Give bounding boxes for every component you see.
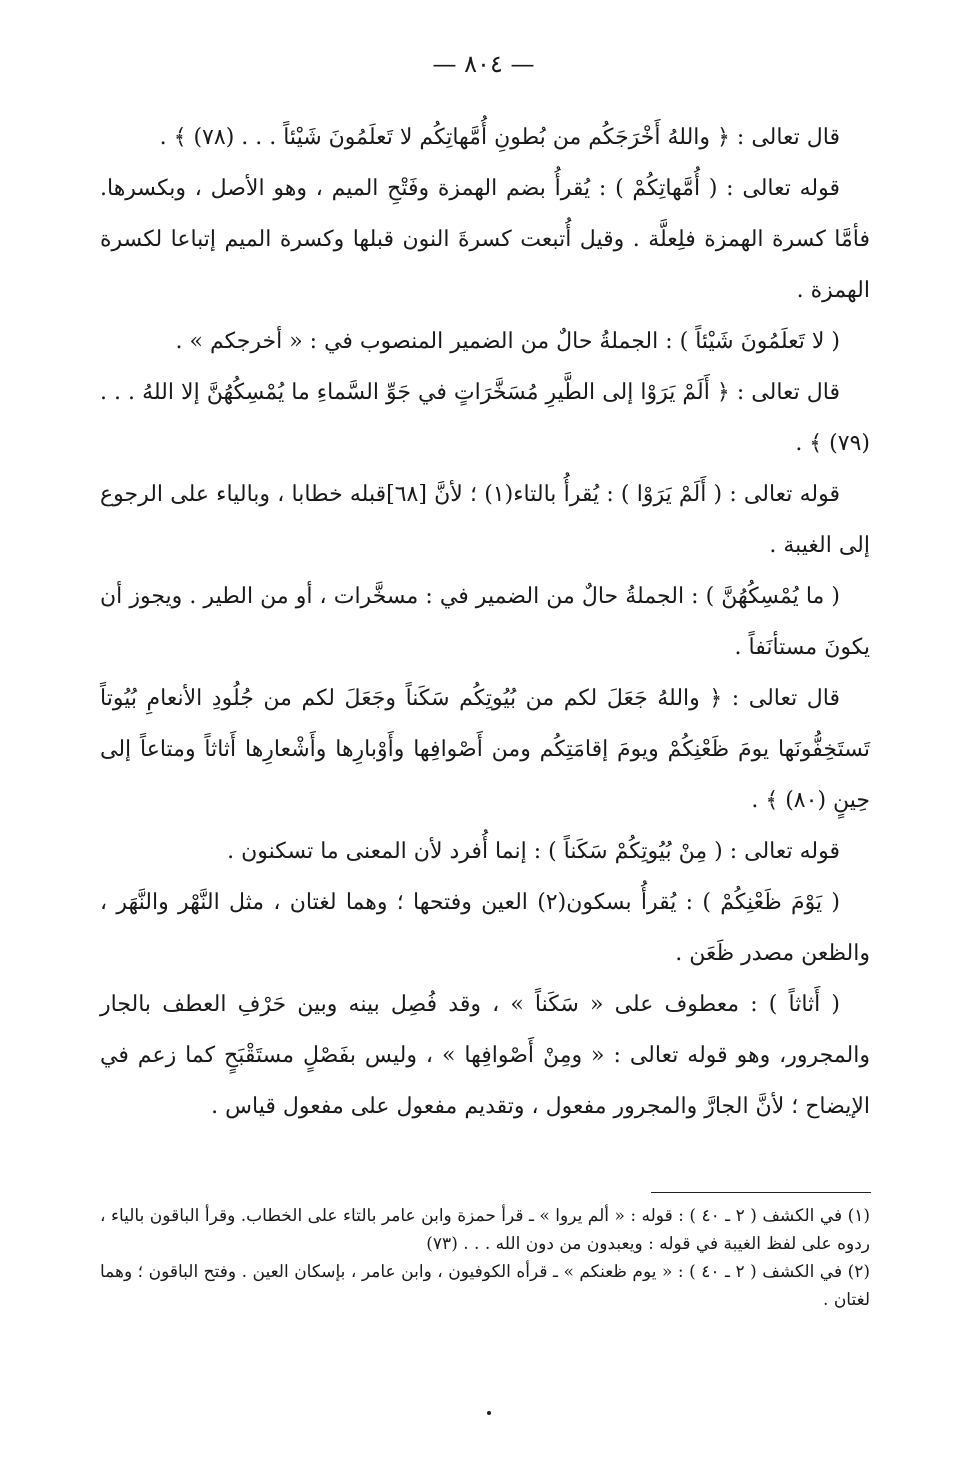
paragraph: قوله تعالى : ( أَلَمْ يَرَوْا ) : يُقرأُ بالتاء(١) ؛ لأنَّ [٦٨]قبله خطابا ، وبالياء على الرجوع إلى الغيبة .	[100, 482, 870, 558]
paragraph: قال تعالى : ﴿ أَلَمْ يَرَوْا إلى الطَّيرِ مُسَخَّرَاتٍ في جَوِّ السَّماءِ ما يُمْسِكُهُنَّ إلا اللهُ . . . (٧٩) ﴾ .	[100, 380, 870, 456]
paragraph: ( أَثاثاً ) : معطوف على « سَكَناً » ، وقد فُصِل بينه وبين حَرْفِ العطف بالجار والمجرور، وهو قوله تعالى : « ومِنْ أَصْوافِها » ، وليس بفَصْلٍ مستَقْبَحٍ كما زعم في الإيضاح ؛ لأنَّ الجارَّ والمجرور مفعول ، وتقديم مفعول على مفعول قياس .	[100, 992, 870, 1119]
footnote: (١) في الكشف ( ٢ ـ ٤٠ ) : قوله : « ألم يروا » ـ قرأ حمزة وابن عامر بالتاء على الخطاب. وقرأ الباقون بالياء ، ردوه على لفظ الغيبة في قوله : ويعبدون من دون الله . . . (٧٣)	[100, 1206, 870, 1254]
paragraph: ( يَوْمَ ظَعْنِكُمْ ) : يُقرأُ بسكون(٢) العين وفتحها ؛ وهما لغتان ، مثل النَّهْر والنَّهَر ، والظعن مصدر ظَعَن .	[100, 890, 870, 966]
page-number: — ٨٠٤ —	[432, 50, 535, 78]
main-text	[100, 112, 870, 1132]
paragraph: قوله تعالى : ( مِنْ بُيُوتِكُمْ سَكَناً ) : إنما أُفرد لأن المعنى ما تسكنون .	[227, 839, 840, 864]
paragraph: قال تعالى : ﴿ واللهُ جَعَلَ لكم من بُيُوتِكُم سَكَناً وجَعَلَ لكم من جُلُودِ الأنعامِ بُيُوتاً تَستَخِفُّونَها يومَ ظَعْنِكُمْ ويومَ إقامَتِكُم ومن أَصْوافِها وأَوْبارِها وأَشْعارِها أَثاثاً ومتاعاً إلى حِينٍ (٨٠) ﴾ .	[100, 686, 870, 813]
page-mark-dot	[487, 1411, 491, 1415]
paragraph: ( ما يُمْسِكُهُنَّ ) : الجملةُ حالٌ من الضمير في : مسخَّرات ، أو من الطير . ويجوز أن يكونَ مستأنَفاً .	[100, 584, 870, 660]
paragraph: قوله تعالى : ( أُمَّهاتِكُمْ ) : يُقرأُ بضم الهمزة وفَتْحِ الميم ، وهو الأصل ، وبكسرها. فأمَّا كسرة الهمزة فلِعلَّة . وقيل أُتبعت كسرةَ النون قبلها وكسرة الميم إتباعا لكسرة الهمزة .	[100, 176, 870, 303]
footnote: (٢) في الكشف ( ٢ ـ ٤٠ ) : « يوم ظعنكم » ـ قرأه الكوفيون ، وابن عامر ، بإسكان العين . وفتح الباقون ؛ وهما لغتان .	[100, 1262, 871, 1310]
footnote-divider	[651, 1192, 871, 1193]
footnotes	[100, 1202, 870, 1314]
paragraph: ( لا تَعلَمُونَ شَيْئاً ) : الجملةُ حالٌ من الضمير المنصوب في : « أخرجكم » .	[175, 329, 840, 354]
paragraph: قال تعالى : ﴿ واللهُ أَخْرَجَكُم من بُطونِ أُمَّهاتِكُم لا تَعلَمُونَ شَيْئاً . . . (٧٨) ﴾ .	[159, 125, 840, 150]
